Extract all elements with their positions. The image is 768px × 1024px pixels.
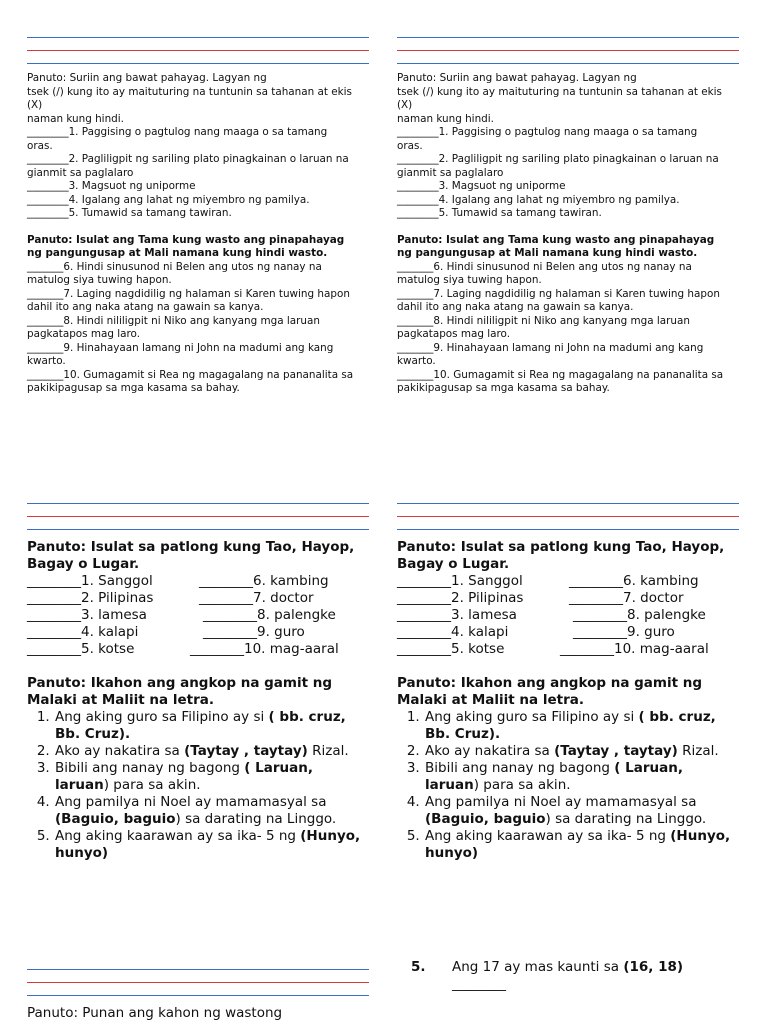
section-heading: Panuto: Isulat ang Tama kung wasto ang pinapahayag <box>397 233 715 246</box>
section-heading: Bagay o Lugar. <box>27 556 140 572</box>
list-item: ________3. Magsuot ng uniporme <box>27 180 196 192</box>
section-heading: Panuto: Ikahon ang angkop na gamit ng <box>397 675 703 691</box>
instruction: (X) <box>27 99 43 111</box>
instruction: Panuto: Suriin ang bawat pahayag. Lagyan ng <box>397 72 637 84</box>
table-row <box>27 590 369 607</box>
instruction: tsek (/) kung ito ay maituturing na tuntunin sa tahanan at ekis <box>27 85 352 98</box>
list-item: _______9. Hinahayaan lamang ni John na madumi ang kang <box>397 341 704 354</box>
question-text: Ang 17 ay mas kaunti sa (16, 18) <box>452 959 684 975</box>
list-item: gianmit sa paglalaro <box>27 166 134 179</box>
list-item: pakikipagusap sa mga kasama sa bahay. <box>397 382 610 394</box>
list-item: ________3. lamesa <box>397 607 517 623</box>
list-item: 3. Bibili ang nanay ng bagong ( Laruan, laruan) para sa akin. <box>424 760 739 794</box>
table-row <box>397 641 739 658</box>
list-item: ________4. kalapi <box>397 624 509 640</box>
instruction: tsek (/) kung ito ay maituturing na tuntunin sa tahanan at ekis <box>397 85 722 98</box>
list-item: ________6. kambing <box>569 573 699 589</box>
section-heading: Panuto: Ikahon ang angkop na gamit ng <box>27 675 333 691</box>
list-item: oras. <box>397 139 423 152</box>
section-heading: Malaki at Maliit na letra. <box>27 692 214 708</box>
list-item: oras. <box>27 139 53 152</box>
list-item: ________4. Igalang ang lahat ng miyembro ng pamilya. <box>397 193 680 206</box>
numbered-list <box>397 709 739 862</box>
list-item: _______7. Laging nagdidilig ng halaman si Karen tuwing hapon <box>397 287 720 300</box>
numbered-list <box>27 709 369 862</box>
list-item: 5. Ang aking kaarawan ay sa ika- 5 ng (Hunyo, hunyo) <box>54 828 369 862</box>
list-item: 4. Ang pamilya ni Noel ay mamamasyal sa (Baguio, baguio) sa darating na Linggo. <box>424 794 739 828</box>
list-item: pakikipagusap sa mga kasama sa bahay. <box>27 382 240 394</box>
list-item: 4. Ang pamilya ni Noel ay mamamasyal sa (Baguio, baguio) sa darating na Linggo. <box>54 794 369 828</box>
list-item: ________4. Igalang ang lahat ng miyembro ng pamilya. <box>27 193 310 206</box>
section-heading: Panuto: Isulat sa patlong kung Tao, Hayop, <box>397 539 725 555</box>
writing-lines-bottom-left <box>27 969 369 999</box>
worksheet-block-top-left <box>27 72 369 396</box>
list-item: ________2. Pilipinas <box>397 590 524 606</box>
instruction: naman kung hindi. <box>27 112 124 125</box>
list-item: dahil ito ang naka atang na gawain sa kanya. <box>27 301 264 313</box>
section-heading: ng pangungusap at Mali namana kung hindi wasto. <box>27 247 328 259</box>
instruction: Panuto: Suriin ang bawat pahayag. Lagyan ng <box>27 72 267 84</box>
list-item: ________5. Tumawid sa tamang tawiran. <box>397 207 602 219</box>
list-item: ________8. palengke <box>572 607 706 623</box>
list-item: _______6. Hindi sinusunod ni Belen ang utos ng nanay na <box>397 260 692 273</box>
list-item: ________3. Magsuot ng uniporme <box>397 180 566 192</box>
list-item: ________3. lamesa <box>27 607 147 623</box>
table-row <box>27 641 369 658</box>
list-item: ________8. palengke <box>202 607 336 623</box>
section-heading: ng pangungusap at Mali namana kung hindi wasto. <box>397 247 698 259</box>
list-item: ________10. mag-aaral <box>560 641 709 657</box>
list-item: 3. Bibili ang nanay ng bagong ( Laruan, laruan) para sa akin. <box>54 760 369 794</box>
list-item: _______6. Hindi sinusunod ni Belen ang utos ng nanay na <box>27 260 322 273</box>
list-item: ________1. Paggising o pagtulog nang maaga o sa tamang <box>397 126 698 138</box>
worksheet-block-middle-left <box>27 539 369 862</box>
list-item: pagkatapos mag laro. <box>397 328 511 340</box>
list-item: pagkatapos mag laro. <box>27 328 141 340</box>
writing-lines-top-right <box>397 37 739 67</box>
table-row <box>27 624 369 641</box>
list-item: ________9. guro <box>202 624 305 640</box>
worksheet-block-top-right <box>397 72 739 396</box>
section-heading: Bagay o Lugar. <box>397 556 510 572</box>
list-item: ________2. Pagliligpit ng sariling plato pinagkainan o laruan na <box>397 153 719 165</box>
list-item: ________1. Sanggol <box>27 573 153 589</box>
instruction: (X) <box>397 99 413 111</box>
list-item: ________10. mag-aaral <box>190 641 339 657</box>
list-item: ________1. Sanggol <box>397 573 523 589</box>
list-item: ________2. Pagliligpit ng sariling plato pinagkainan o laruan na <box>27 153 349 165</box>
table-row <box>27 607 369 624</box>
writing-lines-middle-right <box>397 503 739 533</box>
list-item: ________5. Tumawid sa tamang tawiran. <box>27 207 232 219</box>
list-item: gianmit sa paglalaro <box>397 166 504 179</box>
list-item: ________4. kalapi <box>27 624 139 640</box>
question-5 <box>411 959 751 993</box>
table-row <box>397 590 739 607</box>
table-row <box>27 573 369 590</box>
list-item: 1. Ang aking guro sa Filipino ay si ( bb. cruz, Bb. Cruz). <box>424 709 739 743</box>
list-item: kwarto. <box>27 355 66 367</box>
list-item: _______10. Gumagamit si Rea ng magagalang na pananalita sa <box>397 368 724 381</box>
section-heading: Panuto: Isulat ang Tama kung wasto ang pinapahayag <box>27 233 345 246</box>
list-item: ________7. doctor <box>569 590 684 606</box>
list-item: _______8. Hindi nililigpit ni Niko ang kanyang mga laruan <box>397 314 690 327</box>
writing-lines-top-left <box>27 37 369 67</box>
list-item: 1. Ang aking guro sa Filipino ay si ( bb. cruz, Bb. Cruz). <box>54 709 369 743</box>
instruction: naman kung hindi. <box>397 112 494 125</box>
list-item: matulog siya tuwing hapon. <box>397 274 542 286</box>
list-item: ________2. Pilipinas <box>27 590 154 606</box>
worksheet-block-middle-right <box>397 539 739 862</box>
list-item: 2. Ako ay nakatira sa (Taytay , taytay) Rizal. <box>424 743 739 760</box>
table-row <box>397 573 739 590</box>
list-item: ________5. kotse <box>27 641 135 657</box>
list-item: 5. Ang aking kaarawan ay sa ika- 5 ng (Hunyo, hunyo) <box>424 828 739 862</box>
question-number: 5. <box>411 959 426 975</box>
list-item: ________5. kotse <box>397 641 505 657</box>
list-item: matulog siya tuwing hapon. <box>27 274 172 286</box>
writing-lines-middle-left <box>27 503 369 533</box>
table-row <box>397 607 739 624</box>
instruction: Panuto: Punan ang kahon ng wastong <box>27 1005 283 1021</box>
list-item: ________9. guro <box>572 624 675 640</box>
section-heading: Malaki at Maliit na letra. <box>397 692 584 708</box>
list-item: ________7. doctor <box>199 590 314 606</box>
list-item: _______8. Hindi nililigpit ni Niko ang kanyang mga laruan <box>27 314 320 327</box>
section-heading: Panuto: Isulat sa patlong kung Tao, Hayop, <box>27 539 355 555</box>
list-item: dahil ito ang naka atang na gawain sa kanya. <box>397 301 634 313</box>
list-item: kwarto. <box>397 355 436 367</box>
table-row <box>397 624 739 641</box>
list-item: _______9. Hinahayaan lamang ni John na madumi ang kang <box>27 341 334 354</box>
answer-blank: ________ <box>452 976 506 992</box>
list-item: _______10. Gumagamit si Rea ng magagalang na pananalita sa <box>27 368 354 381</box>
list-item: _______7. Laging nagdidilig ng halaman si Karen tuwing hapon <box>27 287 350 300</box>
list-item: ________1. Paggising o pagtulog nang maaga o sa tamang <box>27 126 328 138</box>
worksheet-block-bottom-left <box>27 1005 369 1022</box>
list-item: 2. Ako ay nakatira sa (Taytay , taytay) Rizal. <box>54 743 369 760</box>
list-item: ________6. kambing <box>199 573 329 589</box>
